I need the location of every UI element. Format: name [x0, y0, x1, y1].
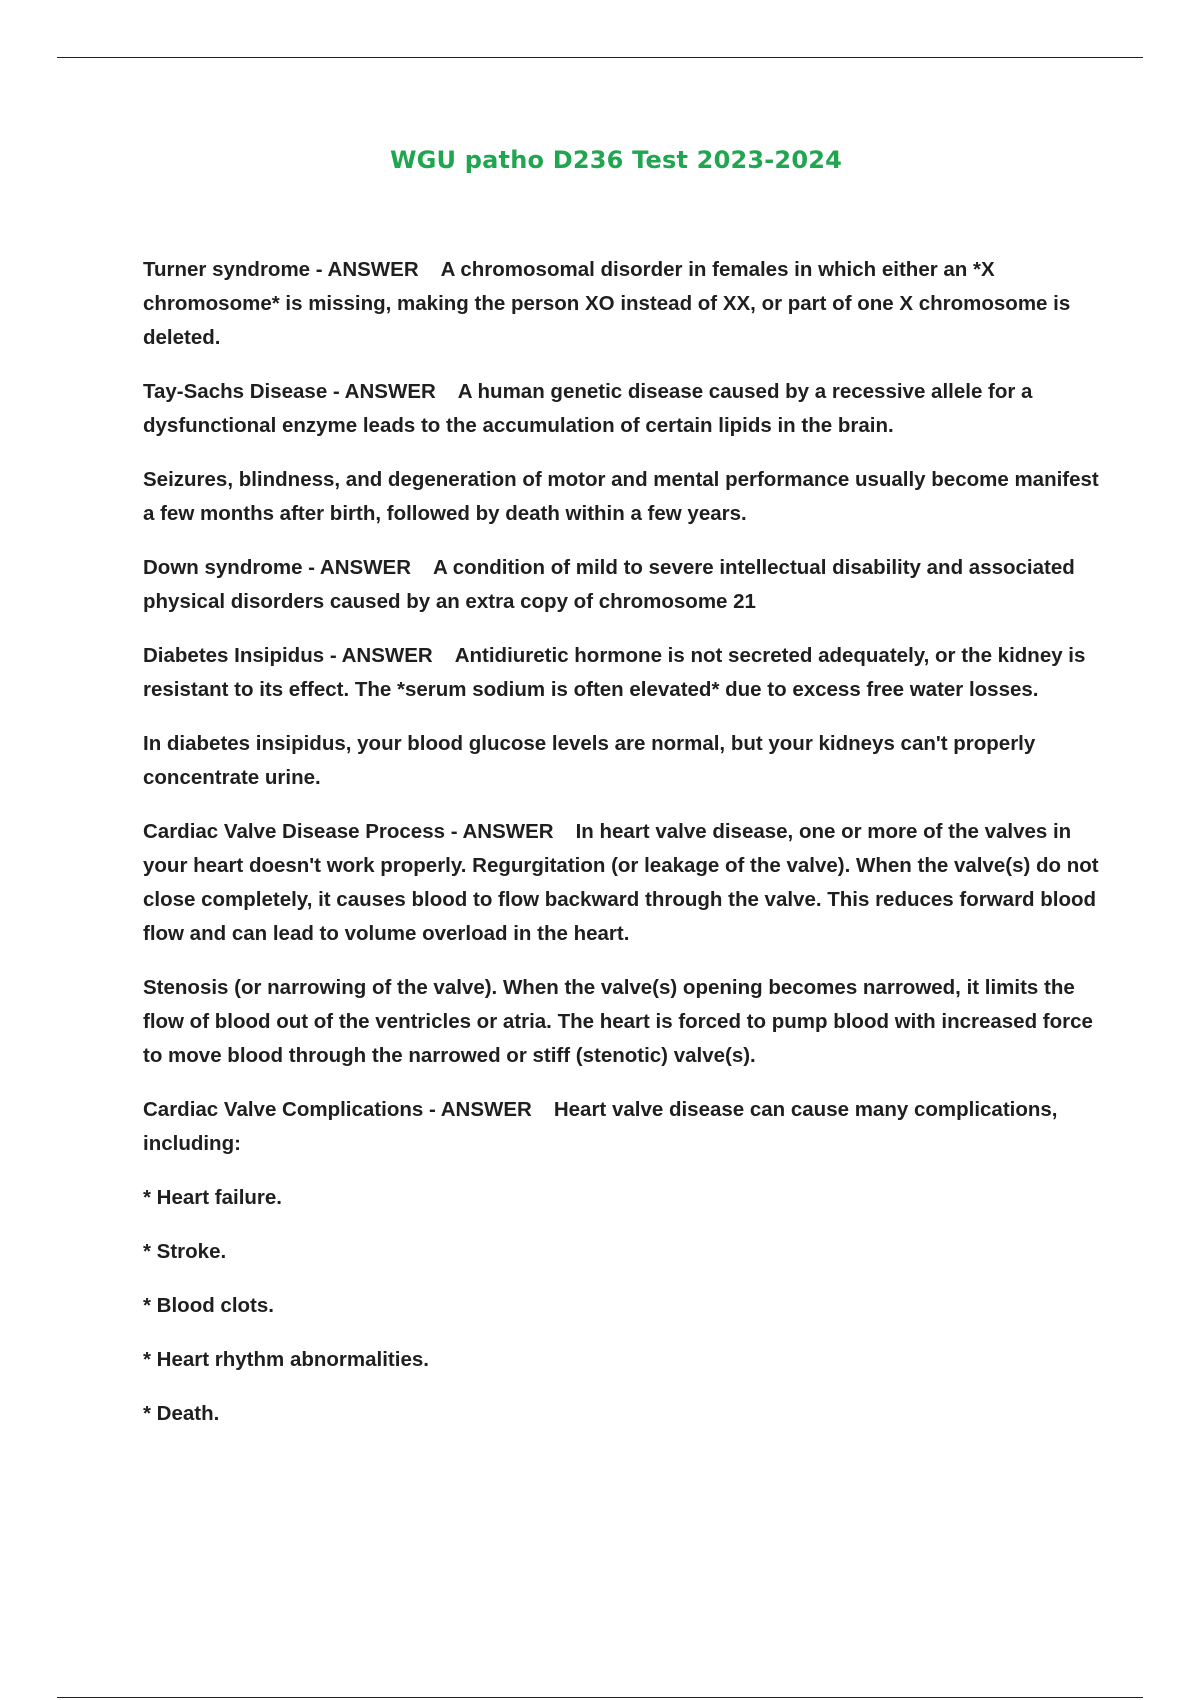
footer-rule [57, 1697, 1143, 1698]
entry-term: Tay-Sachs Disease - ANSWER [143, 380, 436, 403]
entry-term: Cardiac Valve Complications - ANSWER [143, 1098, 532, 1121]
entry-definition: A chromosomal disorder in females in which either an *X chromosome* is missing, making the person XO instead of XX, or part of one X chromosome is deleted. [143, 258, 1071, 349]
entry-cardiac-valve-disease [143, 815, 1103, 951]
entry-down-syndrome [143, 551, 1103, 619]
entry-definition: Heart valve disease can cause many complications, including: [143, 1098, 1058, 1155]
entry-definition: In heart valve disease, one or more of the valves in your heart doesn't work properly. Regurgitation (or leakage of the valve). When the valve(s) do not close completely, it causes blood to flow backward through the valve. This reduces forward blood flow and can lead to volume overload in the heart. [143, 820, 1099, 945]
entry-diabetes-insipidus-note: In diabetes insipidus, your blood glucose levels are normal, but your kidneys can't properly concentrate urine. [143, 732, 1036, 789]
bullet-item: * Blood clots. [143, 1294, 274, 1317]
entry-definition: A condition of mild to severe intellectual disability and associated physical disorders caused by an extra copy of chromosome 21 [143, 556, 1075, 613]
document-title: WGU patho D236 Test 2023-2024 [389, 146, 843, 174]
entry-term: Down syndrome - ANSWER [143, 556, 412, 579]
entry-term: Cardiac Valve Disease Process - ANSWER [143, 820, 554, 843]
entry-definition: A human genetic disease caused by a recessive allele for a dysfunctional enzyme leads to the accumulation of certain lipids in the brain. [143, 380, 1033, 437]
entry-definition: Antidiuretic hormone is not secreted adequately, or the kidney is resistant to its effect. The *serum sodium is often elevated* due to excess free water losses. [143, 644, 1086, 701]
document-body [143, 253, 1103, 1451]
bullet-item: * Heart rhythm abnormalities. [143, 1348, 429, 1371]
entry-tay-sachs [143, 375, 1103, 443]
bullet-item: * Heart failure. [143, 1186, 282, 1209]
bullet-item: * Stroke. [143, 1240, 227, 1263]
header-rule [57, 57, 1143, 58]
entry-cardiac-valve-complications [143, 1093, 1103, 1161]
bullet-item: * Death. [143, 1402, 220, 1425]
entry-diabetes-insipidus [143, 639, 1103, 707]
entry-term: Diabetes Insipidus - ANSWER [143, 644, 433, 667]
entry-term: Turner syndrome - ANSWER [143, 258, 419, 281]
entry-stenosis-note: Stenosis (or narrowing of the valve). When the valve(s) opening becomes narrowed, it limits the flow of blood out of the ventricles or atria. The heart is forced to pump blood with increased force to move blood through the narrowed or stiff (stenotic) valve(s). [143, 976, 1093, 1067]
entry-turner-syndrome [143, 253, 1103, 355]
entry-tay-sachs-note: Seizures, blindness, and degeneration of motor and mental performance usually become manifest a few months after birth, followed by death within a few years. [143, 468, 1099, 525]
